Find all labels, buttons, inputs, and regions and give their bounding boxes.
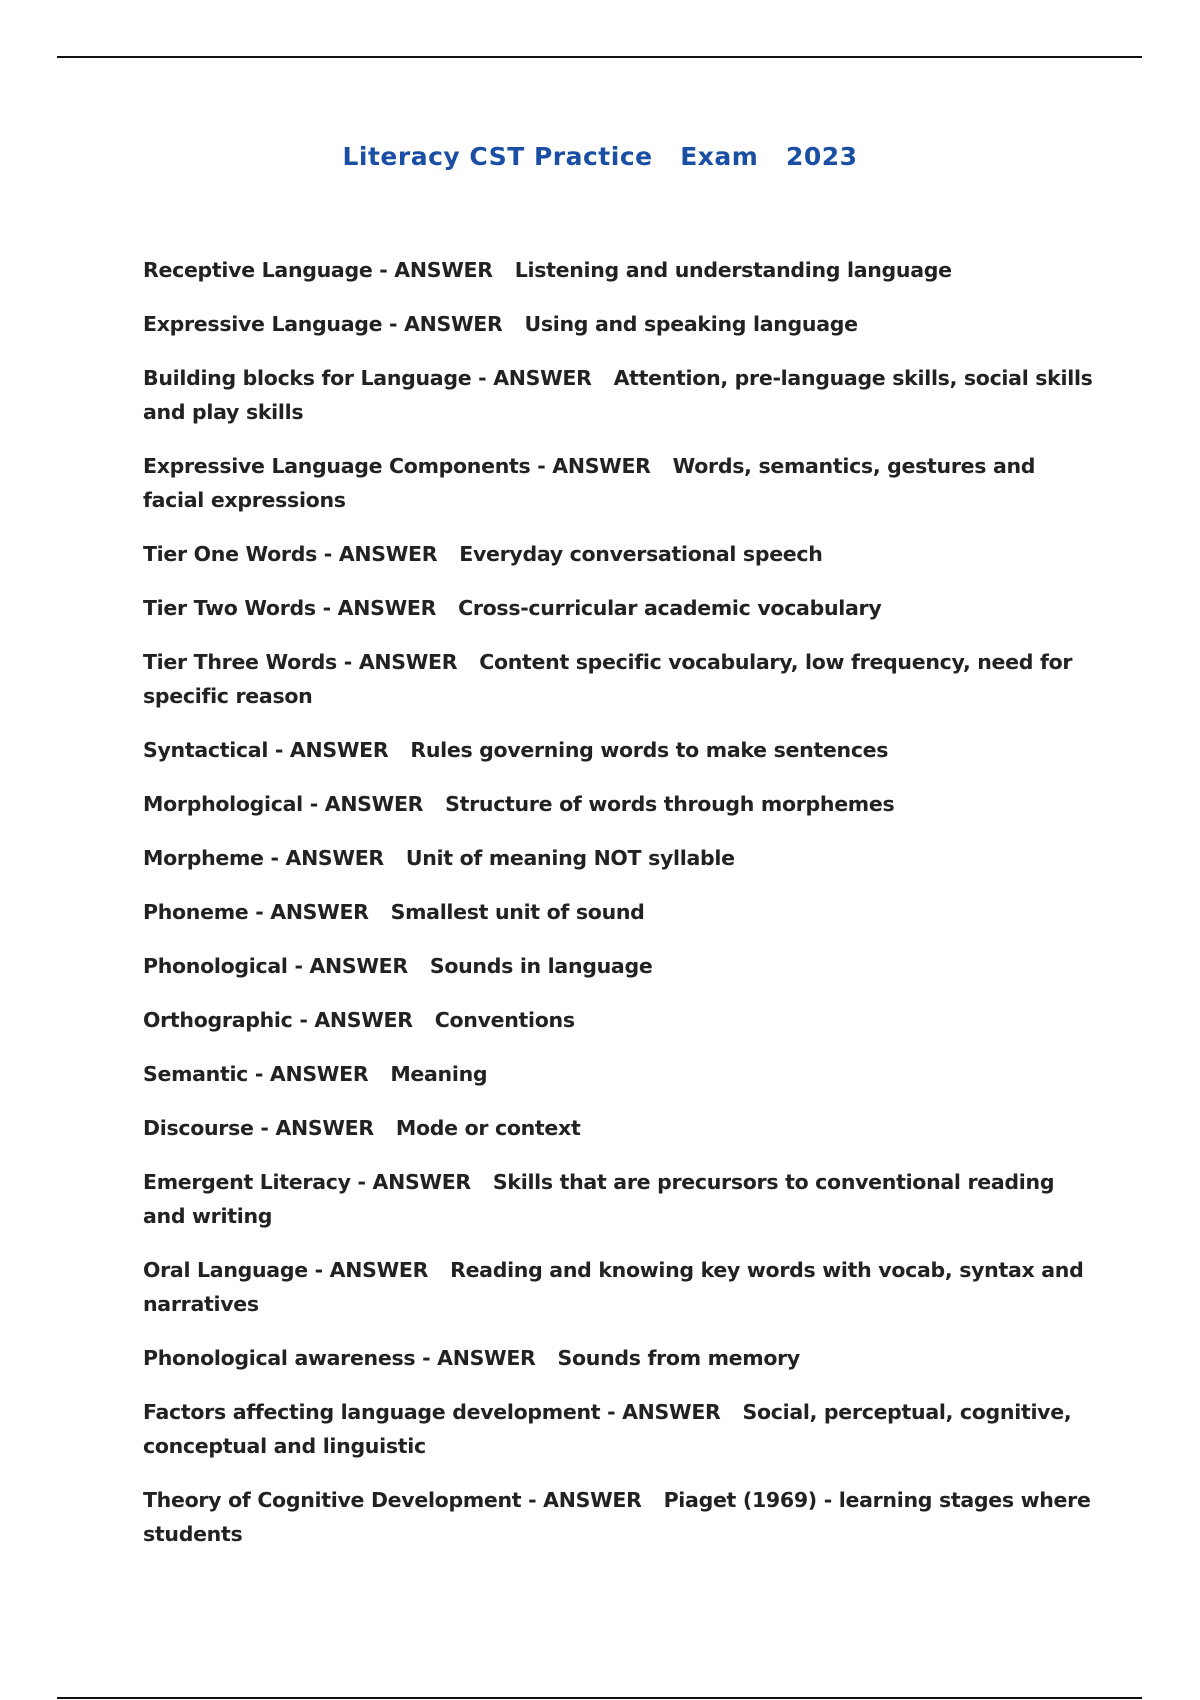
entry-term: Phonological - ANSWER bbox=[143, 954, 408, 978]
entry-term: Semantic - ANSWER bbox=[143, 1062, 369, 1086]
flashcard-entry bbox=[143, 841, 1093, 875]
flashcard-entry bbox=[143, 307, 1093, 341]
flashcard-entry bbox=[143, 361, 1093, 429]
entry-answer: Meaning bbox=[390, 1062, 488, 1086]
entry-term: Tier One Words - ANSWER bbox=[143, 542, 438, 566]
flashcard-entry bbox=[143, 733, 1093, 767]
flashcard-entry bbox=[143, 253, 1093, 287]
flashcard-entry bbox=[143, 787, 1093, 821]
flashcard-entry bbox=[143, 1057, 1093, 1091]
entry-term: Phoneme - ANSWER bbox=[143, 900, 369, 924]
flashcard-entry bbox=[143, 537, 1093, 571]
flashcard-entry bbox=[143, 1483, 1093, 1551]
flashcard-entry bbox=[143, 449, 1093, 517]
entry-term: Expressive Language Components - ANSWER bbox=[143, 454, 651, 478]
flashcard-list bbox=[143, 253, 1093, 1571]
flashcard-entry bbox=[143, 1003, 1093, 1037]
flashcard-entry bbox=[143, 1165, 1093, 1233]
flashcard-entry bbox=[143, 1341, 1093, 1375]
entry-term: Tier Three Words - ANSWER bbox=[143, 650, 458, 674]
entry-term: Emergent Literacy - ANSWER bbox=[143, 1170, 471, 1194]
entry-answer: Piaget (1969) - learning stages where students bbox=[143, 1488, 1091, 1546]
flashcard-entry bbox=[143, 1111, 1093, 1145]
entry-term: Discourse - ANSWER bbox=[143, 1116, 374, 1140]
entry-term: Morpheme - ANSWER bbox=[143, 846, 384, 870]
entry-answer: Structure of words through morphemes bbox=[445, 792, 895, 816]
top-divider bbox=[57, 56, 1142, 58]
entry-answer: Cross-curricular academic vocabulary bbox=[458, 596, 882, 620]
entry-answer: Attention, pre-language skills, social skills and play skills bbox=[143, 366, 1093, 424]
entry-term: Morphological - ANSWER bbox=[143, 792, 424, 816]
entry-answer: Using and speaking language bbox=[524, 312, 858, 336]
entry-term: Building blocks for Language - ANSWER bbox=[143, 366, 592, 390]
entry-term: Receptive Language - ANSWER bbox=[143, 258, 493, 282]
flashcard-entry bbox=[143, 1395, 1093, 1463]
entry-answer: Sounds from memory bbox=[557, 1346, 800, 1370]
entry-term: Tier Two Words - ANSWER bbox=[143, 596, 437, 620]
entry-answer: Social, perceptual, cognitive, conceptual and linguistic bbox=[143, 1400, 1072, 1458]
entry-answer: Rules governing words to make sentences bbox=[410, 738, 889, 762]
entry-term: Expressive Language - ANSWER bbox=[143, 312, 503, 336]
flashcard-entry bbox=[143, 1253, 1093, 1321]
entry-term: Factors affecting language development - ANSWER bbox=[143, 1400, 721, 1424]
entry-answer: Listening and understanding language bbox=[514, 258, 952, 282]
bottom-divider bbox=[57, 1697, 1142, 1699]
entry-answer: Sounds in language bbox=[429, 954, 653, 978]
entry-term: Syntactical - ANSWER bbox=[143, 738, 389, 762]
entry-term: Theory of Cognitive Development - ANSWER bbox=[143, 1488, 642, 1512]
entry-term: Oral Language - ANSWER bbox=[143, 1258, 429, 1282]
entry-term: Phonological awareness - ANSWER bbox=[143, 1346, 536, 1370]
entry-answer: Unit of meaning NOT syllable bbox=[405, 846, 735, 870]
flashcard-entry bbox=[143, 591, 1093, 625]
entry-term: Orthographic - ANSWER bbox=[143, 1008, 413, 1032]
entry-answer: Skills that are precursors to conventional reading and writing bbox=[143, 1170, 1055, 1228]
flashcard-entry bbox=[143, 895, 1093, 929]
document-title: Literacy CST Practice Exam 2023 bbox=[342, 142, 858, 171]
entry-answer: Smallest unit of sound bbox=[390, 900, 645, 924]
entry-answer: Everyday conversational speech bbox=[459, 542, 823, 566]
entry-answer: Words, semantics, gestures and facial expressions bbox=[143, 454, 1036, 512]
flashcard-entry bbox=[143, 949, 1093, 983]
entry-answer: Conventions bbox=[434, 1008, 575, 1032]
entry-answer: Content specific vocabulary, low frequency, need for specific reason bbox=[143, 650, 1073, 708]
entry-answer: Mode or context bbox=[395, 1116, 581, 1140]
flashcard-entry bbox=[143, 645, 1093, 713]
entry-answer: Reading and knowing key words with vocab, syntax and narratives bbox=[143, 1258, 1084, 1316]
